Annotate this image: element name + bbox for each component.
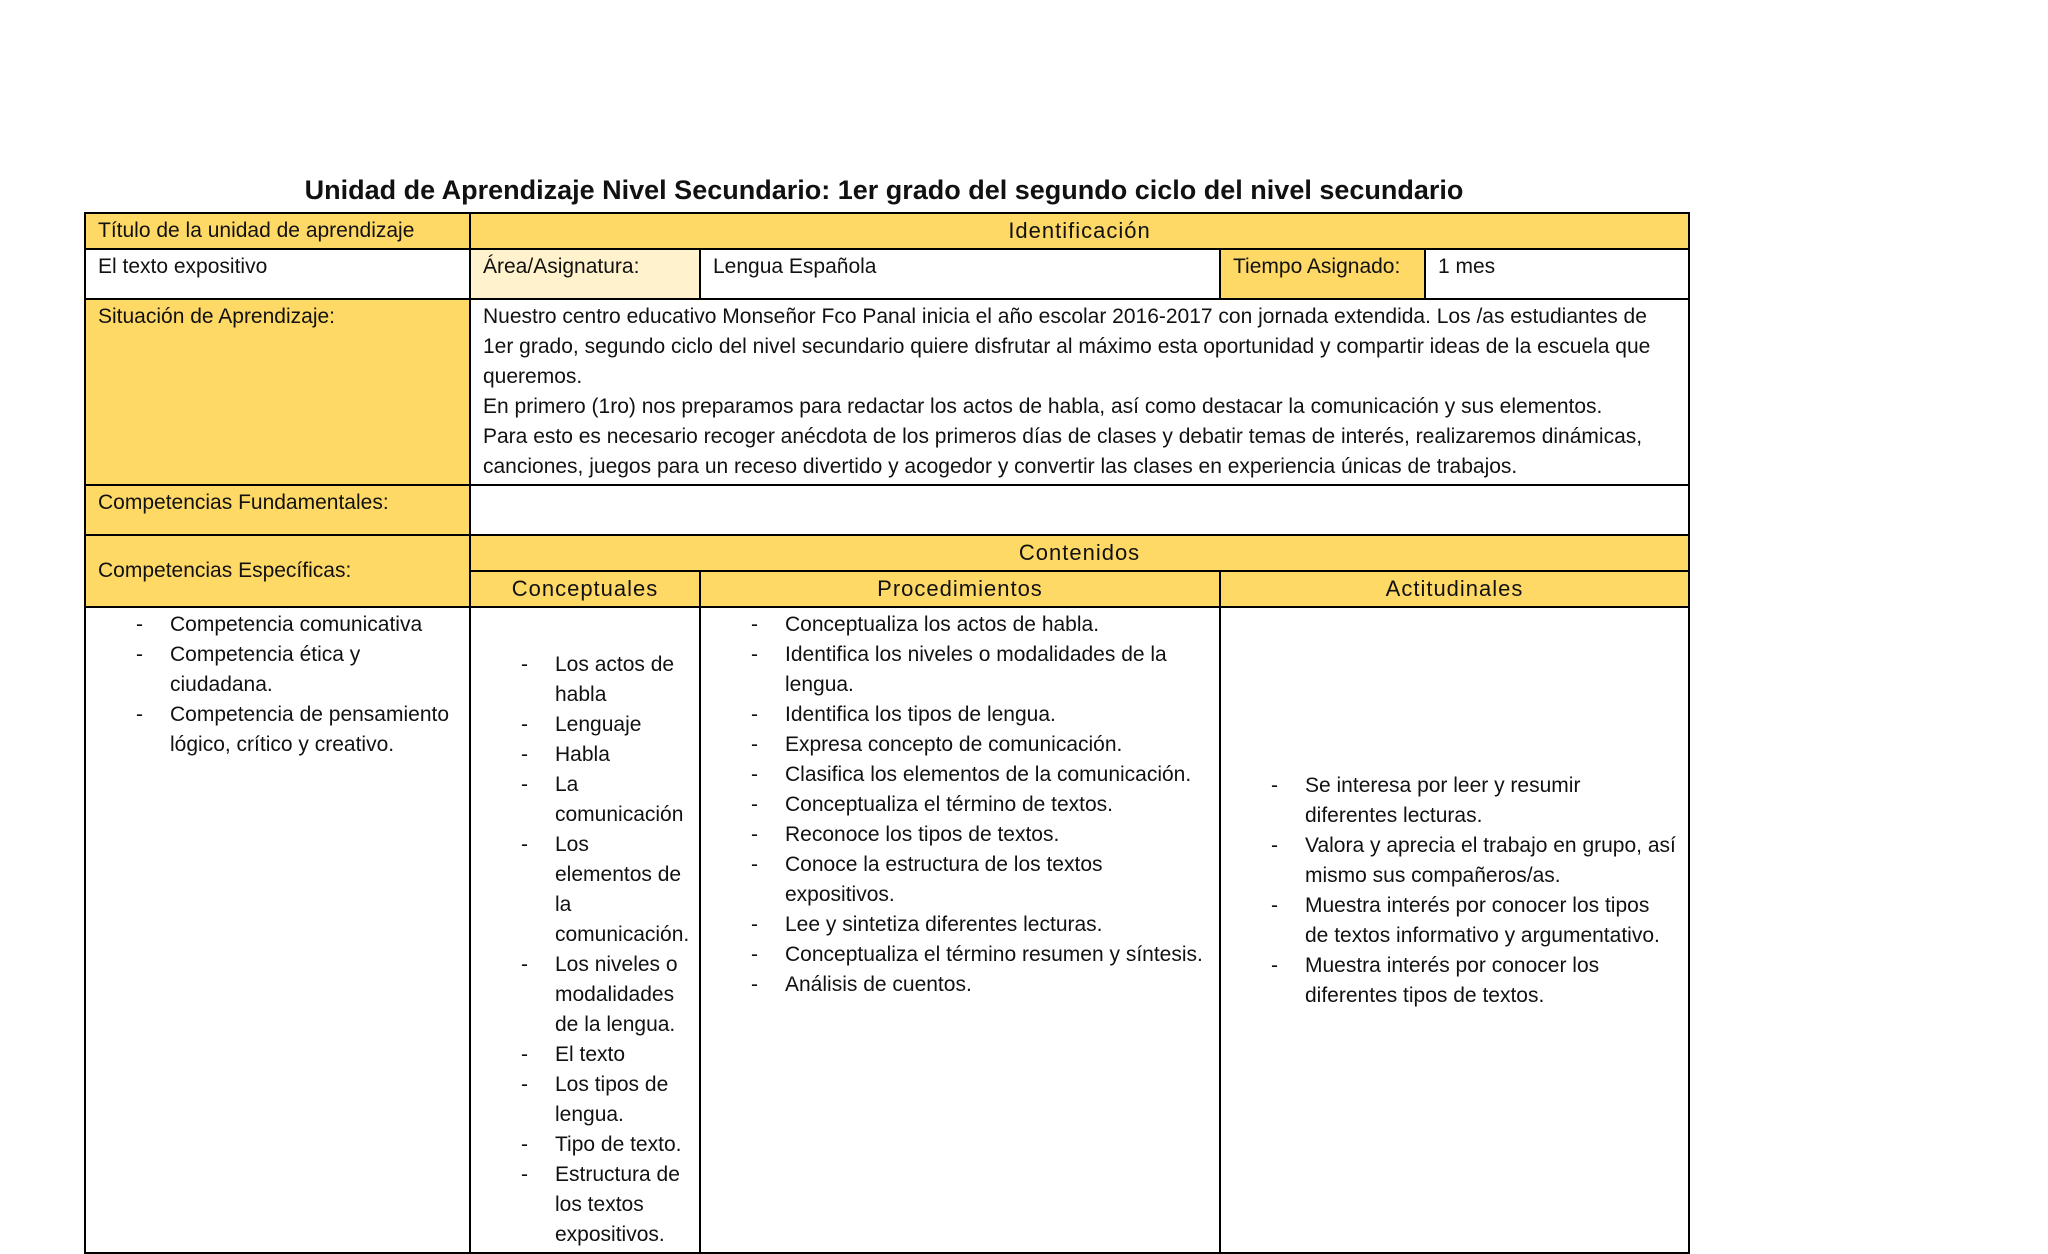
list-item: - La comunicación (507, 770, 687, 830)
list-item: - Conoce la estructura de los textos expositivos. (737, 850, 1207, 910)
list-item: - Análisis de cuentos. (737, 970, 1207, 1000)
contents-header: Contenidos (470, 535, 1689, 571)
unit-title-value: El texto expositivo (85, 249, 470, 299)
situation-label: Situación de Aprendizaje: (85, 299, 470, 485)
list-item: - Los elementos de la comunicación. (507, 830, 687, 950)
conceptual-cell (470, 607, 700, 1253)
list-item: - Clasifica los elementos de la comunicación. (737, 760, 1207, 790)
list-item: - Conceptualiza el término de textos. (737, 790, 1207, 820)
list-item: - Expresa concepto de comunicación. (737, 730, 1207, 760)
list-item: - Conceptualiza los actos de habla. (737, 610, 1207, 640)
conceptual-header: Conceptuales (470, 571, 700, 607)
area-value: Lengua Española (700, 249, 1220, 299)
list-item: - Lenguaje (507, 710, 687, 740)
list-item: - Competencia comunicativa (122, 610, 457, 640)
procedural-cell (700, 607, 1220, 1253)
specific-competencies-label: Competencias Específicas: (85, 535, 470, 607)
list-item: - El texto (507, 1040, 687, 1070)
fundamental-competencies-value (470, 485, 1689, 535)
unit-title-header: Título de la unidad de aprendizaje (85, 213, 470, 249)
list-item: - Los actos de habla (507, 650, 687, 710)
list-item: - Muestra interés por conocer los diferentes tipos de textos. (1257, 951, 1676, 1011)
conceptual-list (507, 650, 690, 1250)
situation-paragraph: Nuestro centro educativo Monseñor Fco Panal inicia el año escolar 2016-2017 con jornada extendida. Los /as estudiantes de 1er grado, segundo ciclo del nivel secundario quiere disfrutar al máximo esta oportunidad y compartir ideas de la escuela que queremos. (483, 305, 1651, 388)
situation-text (470, 299, 1689, 485)
competencies-list (122, 610, 457, 760)
list-item: - Conceptualiza el término resumen y síntesis. (737, 940, 1207, 970)
time-label: Tiempo Asignado: (1220, 249, 1425, 299)
list-item: - Se interesa por leer y resumir diferentes lecturas. (1257, 771, 1676, 831)
attitudinal-header: Actitudinales (1220, 571, 1689, 607)
procedural-header: Procedimientos (700, 571, 1220, 607)
list-item: - Valora y aprecia el trabajo en grupo, así mismo sus compañeros/as. (1257, 831, 1676, 891)
situation-paragraph: Para esto es necesario recoger anécdota de los primeros días de clases y debatir temas de interés, realizaremos dinámicas, canciones, juegos para un receso divertido y acogedor y convertir las clases en experiencia únicas de trabajos. (483, 425, 1643, 478)
document-title: Unidad de Aprendizaje Nivel Secundario: 1er grado del segundo ciclo del nivel secundario (304, 175, 1464, 205)
list-item: - Identifica los tipos de lengua. (737, 700, 1207, 730)
identification-header: Identificación (470, 213, 1689, 249)
attitudinal-list (1257, 771, 1676, 1011)
attitudinal-cell (1220, 607, 1689, 1253)
learning-unit-table (84, 212, 1690, 1254)
list-item: - Muestra interés por conocer los tipos de textos informativo y argumentativo. (1257, 891, 1676, 951)
list-item: - Lee y sintetiza diferentes lecturas. (737, 910, 1207, 940)
list-item: - Los tipos de lengua. (507, 1070, 687, 1130)
fundamental-competencies-label: Competencias Fundamentales: (85, 485, 470, 535)
list-item: - Competencia ética y ciudadana. (122, 640, 457, 700)
list-item: - Habla (507, 740, 687, 770)
situation-paragraph: En primero (1ro) nos preparamos para redactar los actos de habla, así como destacar la comunicación y sus elementos. (483, 395, 1603, 418)
list-item: - Reconoce los tipos de textos. (737, 820, 1207, 850)
list-item: - Estructura de los textos expositivos. (507, 1160, 687, 1250)
list-item: - Los niveles o modalidades de la lengua. (507, 950, 687, 1040)
time-value: 1 mes (1425, 249, 1689, 299)
list-item: - Competencia de pensamiento lógico, crítico y creativo. (122, 700, 457, 760)
area-label: Área/Asignatura: (470, 249, 700, 299)
list-item: - Tipo de texto. (507, 1130, 687, 1160)
competencies-cell (85, 607, 470, 1253)
list-item: - Identifica los niveles o modalidades de la lengua. (737, 640, 1207, 700)
procedural-list (737, 610, 1207, 1000)
